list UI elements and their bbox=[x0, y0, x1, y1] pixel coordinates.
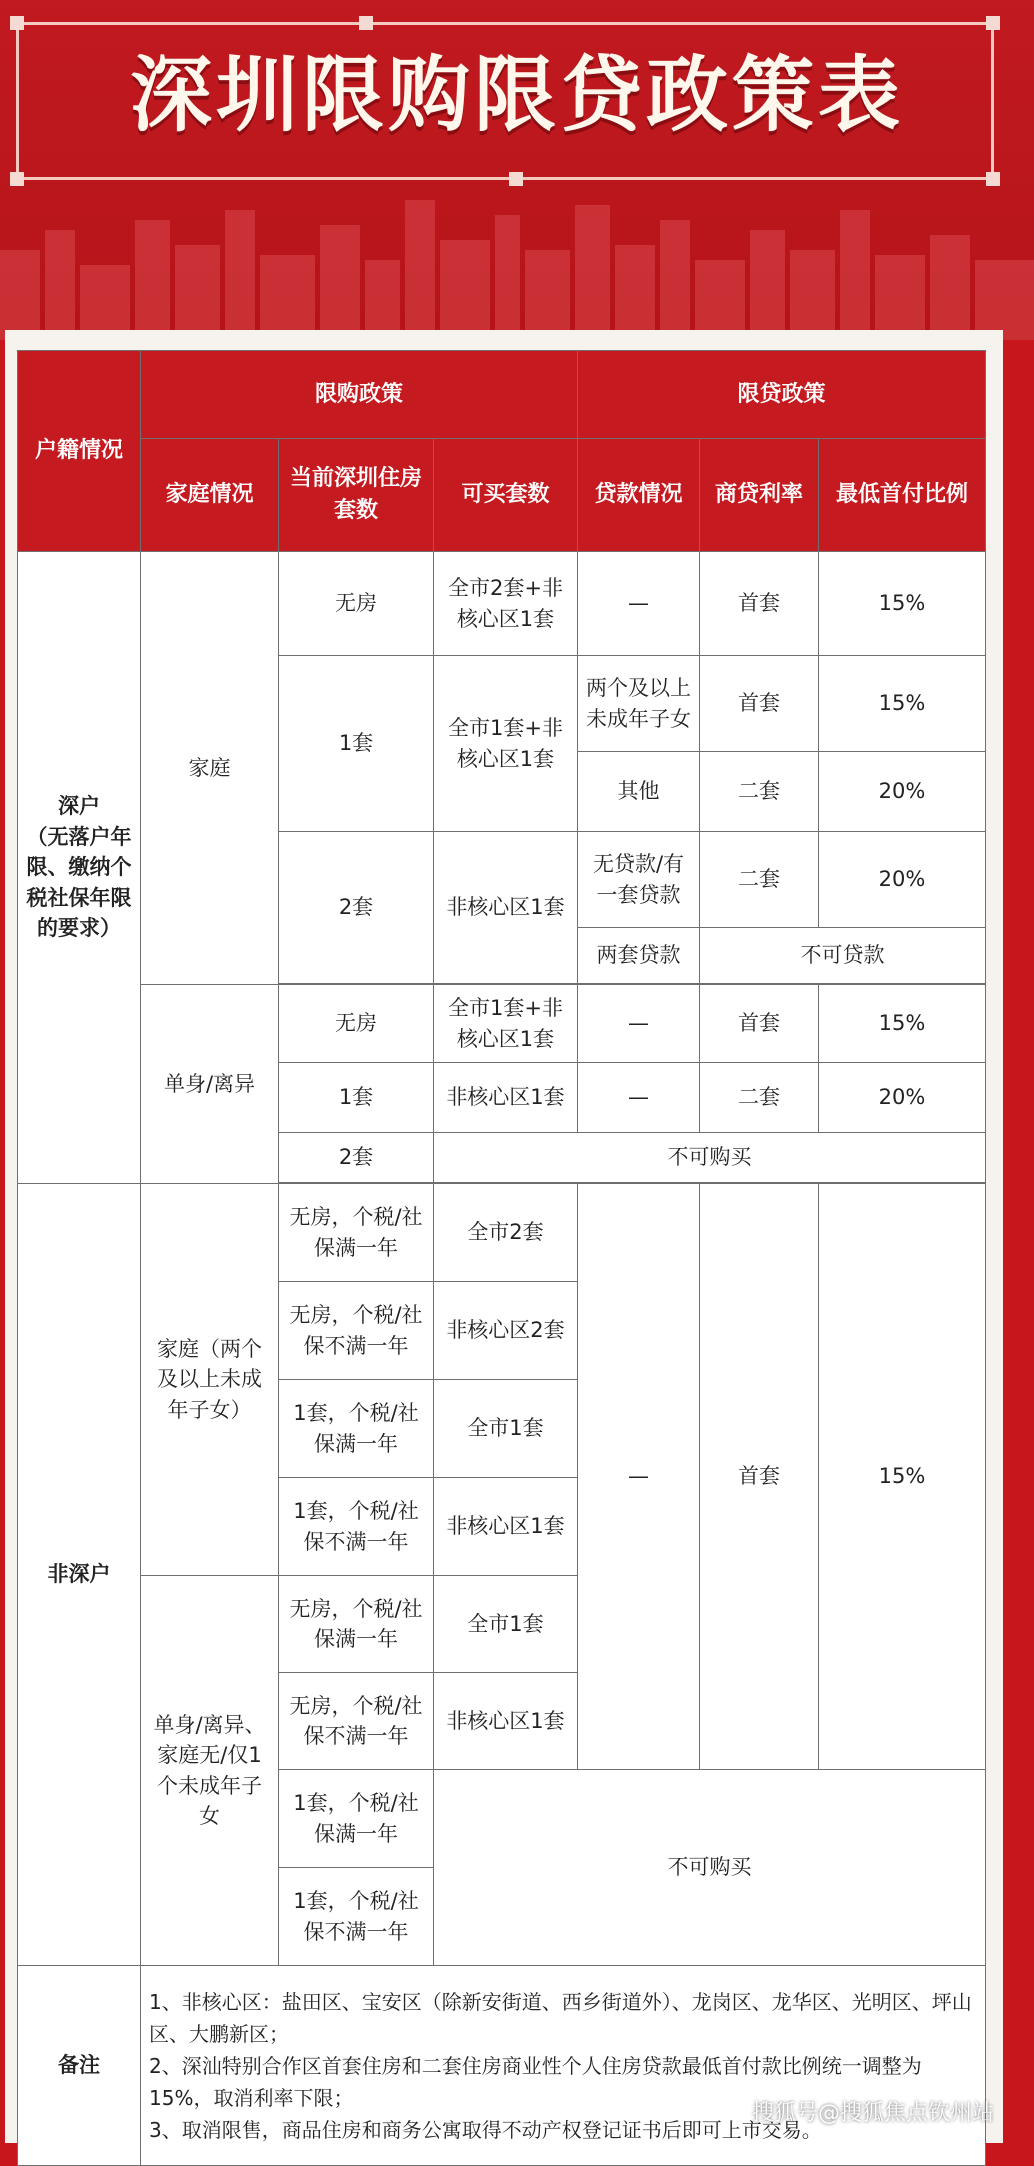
family-cell: 家庭（两个及以上未成年子女） bbox=[141, 1184, 279, 1576]
table-cell: 二套 bbox=[700, 1063, 819, 1133]
table-cell: — bbox=[578, 1063, 700, 1133]
header-buyable: 可买套数 bbox=[434, 439, 578, 552]
table-cell: 1套，个税/社保不满一年 bbox=[279, 1478, 434, 1576]
table-cell: 2套 bbox=[279, 832, 434, 984]
header-loan-status: 贷款情况 bbox=[578, 439, 700, 552]
notes-label: 备注 bbox=[18, 1966, 141, 2166]
header-down-payment: 最低首付比例 bbox=[819, 439, 986, 552]
frame-corner bbox=[986, 16, 1000, 30]
table-cell: 两套贷款 bbox=[578, 928, 700, 984]
table-cell: 不可购买 bbox=[434, 1133, 986, 1183]
table-cell: 全市2套+非核心区1套 bbox=[434, 552, 578, 656]
table-cell: 全市1套 bbox=[434, 1576, 578, 1673]
frame-corner bbox=[986, 172, 1000, 186]
title-banner bbox=[0, 0, 1034, 340]
table-cell: 无房，个税/社保满一年 bbox=[279, 1184, 434, 1282]
frame-corner bbox=[359, 16, 373, 30]
table-cell: 无房，个税/社保不满一年 bbox=[279, 1673, 434, 1770]
table-cell: 非核心区1套 bbox=[434, 1063, 578, 1133]
city-skyline-graphic bbox=[0, 190, 1034, 340]
hukou-non-shenzhen-cell: 非深户 bbox=[18, 1184, 141, 1966]
hukou-shenzhen-label: 深户 bbox=[58, 794, 100, 819]
hukou-shenzhen-note: （无落户年限、缴纳个税社保年限的要求） bbox=[26, 824, 132, 941]
header-current-homes: 当前深圳住房套数 bbox=[279, 439, 434, 552]
table-cell: 不可购买 bbox=[434, 1770, 986, 1966]
table-cell: 20% bbox=[819, 1063, 986, 1133]
header-purchase-policy: 限购政策 bbox=[141, 351, 578, 439]
table-cell: 首套 bbox=[700, 1184, 819, 1770]
notes-cell bbox=[141, 1966, 986, 2166]
table-cell: — bbox=[578, 552, 700, 656]
table-cell: 1套，个税/社保满一年 bbox=[279, 1380, 434, 1478]
table-cell: 首套 bbox=[700, 985, 819, 1063]
table-cell: 两个及以上未成年子女 bbox=[578, 656, 700, 752]
table-cell: — bbox=[578, 985, 700, 1063]
table-cell: 二套 bbox=[700, 832, 819, 928]
note-item: 1、非核心区：盐田区、宝安区（除新安街道、西乡街道外）、龙岗区、龙华区、光明区、坪山区、大鹏新区； bbox=[149, 1989, 972, 2046]
table-cell: 全市1套 bbox=[434, 1380, 578, 1478]
table-cell: 不可贷款 bbox=[700, 928, 986, 984]
single-cell: 单身/离异、家庭无/仅1个未成年子女 bbox=[141, 1576, 279, 1966]
table-cell: 20% bbox=[819, 752, 986, 832]
table-cell: 1套，个税/社保满一年 bbox=[279, 1770, 434, 1868]
table-cell: — bbox=[578, 1184, 700, 1770]
table-cell: 15% bbox=[819, 656, 986, 752]
table-cell: 无房 bbox=[279, 552, 434, 656]
table-cell: 无房，个税/社保满一年 bbox=[279, 1576, 434, 1673]
note-item: 2、深汕特别合作区首套住房和二套住房商业性个人住房贷款最低首付款比例统一调整为15%，取消利率下限； bbox=[149, 2053, 922, 2110]
table-cell: 全市2套 bbox=[434, 1184, 578, 1282]
watermark: 搜狐号@搜狐焦点钦州站 bbox=[751, 2101, 994, 2126]
note-item: 3、取消限售，商品住房和商务公寓取得不动产权登记证书后即可上市交易。 bbox=[149, 2117, 822, 2142]
table-cell: 非核心区2套 bbox=[434, 1282, 578, 1380]
table-cell: 1套 bbox=[279, 656, 434, 832]
table-cell: 2套 bbox=[279, 1133, 434, 1183]
table-cell: 首套 bbox=[700, 656, 819, 752]
frame-corner bbox=[10, 172, 24, 186]
table-cell: 其他 bbox=[578, 752, 700, 832]
table-cell: 全市1套+非核心区1套 bbox=[434, 985, 578, 1063]
single-cell: 单身/离异 bbox=[141, 985, 279, 1184]
table-cell: 非核心区1套 bbox=[434, 832, 578, 984]
table-cell: 20% bbox=[819, 832, 986, 928]
table-cell: 15% bbox=[819, 552, 986, 656]
table-cell: 二套 bbox=[700, 752, 819, 832]
policy-table bbox=[17, 350, 986, 2166]
header-family: 家庭情况 bbox=[141, 439, 279, 552]
hukou-shenzhen-cell bbox=[18, 552, 141, 1184]
table-cell: 无房 bbox=[279, 985, 434, 1063]
table-cell: 15% bbox=[819, 1184, 986, 1770]
header-rate: 商贷利率 bbox=[700, 439, 819, 552]
table-cell: 无房，个税/社保不满一年 bbox=[279, 1282, 434, 1380]
header-loan-policy: 限贷政策 bbox=[578, 351, 986, 439]
table-cell: 1套 bbox=[279, 1063, 434, 1133]
frame-corner bbox=[509, 172, 523, 186]
table-cell: 非核心区1套 bbox=[434, 1673, 578, 1770]
header-hukou: 户籍情况 bbox=[18, 351, 141, 552]
family-cell: 家庭 bbox=[141, 552, 279, 985]
page-title: 深圳限购限贷政策表 bbox=[129, 48, 904, 143]
table-cell: 全市1套+非核心区1套 bbox=[434, 656, 578, 832]
table-cell: 无贷款/有一套贷款 bbox=[578, 832, 700, 928]
table-cell: 首套 bbox=[700, 552, 819, 656]
frame-corner bbox=[10, 16, 24, 30]
table-cell: 1套，个税/社保不满一年 bbox=[279, 1868, 434, 1966]
table-cell: 15% bbox=[819, 985, 986, 1063]
table-cell: 非核心区1套 bbox=[434, 1478, 578, 1576]
